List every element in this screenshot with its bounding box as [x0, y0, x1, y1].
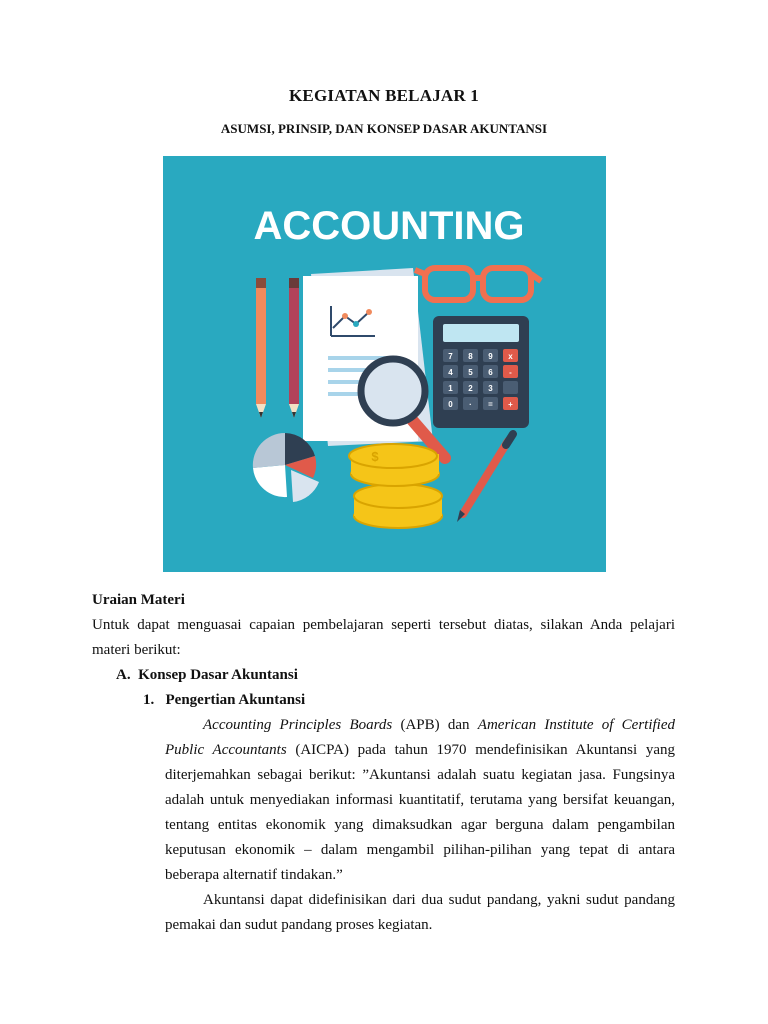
subsection-letter: A. [116, 667, 131, 683]
calculator-key-label: 6 [488, 368, 493, 377]
calculator-key-label: = [488, 400, 493, 409]
calculator-key-label: 1 [448, 384, 453, 393]
calculator-key-label: - [509, 368, 512, 377]
calculator-key-label: · [469, 400, 472, 409]
pencil-right-icon [289, 278, 299, 418]
calculator-key-label: 7 [448, 352, 453, 361]
calculator-key-label: 9 [488, 352, 493, 361]
calculator-key-label: 4 [448, 368, 453, 377]
pencil-left-icon [256, 278, 266, 418]
intro-paragraph: Untuk dapat menguasai capaian pembelajaran seperti tersebut diatas, silakan Anda pelajari materi berikut: [92, 617, 675, 658]
definition-text: (AICPA) pada tahun 1970 mendefinisikan Akuntansi yang diterjemahkan sebagai berikut: ”Akuntansi adalah suatu kegiatan jasa. Fungsinya adalah untuk menyediakan informasi kuantitatif, terutama yang bersifat keuangan, tentang entitas ekonomik yang dimaksudkan agar berguna dalam pengambilan keputusan ekonomik – dalam mengambil pilihan-pilihan yang tepat di antara beberapa alternatif tindakan.” [165, 742, 675, 883]
calculator-key-label: 2 [468, 384, 473, 393]
calculator-key [503, 381, 518, 394]
calculator-key-label: 0 [448, 400, 453, 409]
subsection-heading [116, 663, 298, 688]
accounting-banner-text: ACCOUNTING [253, 204, 525, 248]
calculator-key-label: x [508, 352, 513, 361]
definition-paragraph [165, 713, 675, 888]
subsection-title: Konsep Dasar Akuntansi [138, 667, 298, 683]
page-subtitle: ASUMSI, PRINSIP, DAN KONSEP DASAR AKUNTANSI [220, 121, 548, 136]
calculator-key-label: 3 [488, 384, 493, 393]
accounting-illustration [163, 156, 606, 572]
item-number: 1. [143, 692, 155, 708]
viewpoint-paragraph: Akuntansi dapat didefinisikan dari dua sudut pandang, yakni sudut pandang pemakai dan sudut pandang proses kegiatan. [165, 892, 675, 933]
calculator-key-label: 8 [468, 352, 473, 361]
item-title: Pengertian Akuntansi [165, 692, 306, 708]
calculator-key-label: 5 [468, 368, 473, 377]
aicpa-name: American Institute of Certified Public Accountants [165, 717, 675, 758]
apb-name: Accounting Principles Boards [203, 717, 393, 733]
page-title: KEGIATAN BELAJAR 1 [289, 86, 479, 105]
section-heading: Uraian Materi [92, 592, 185, 608]
apb-abbr: (APB) dan [392, 717, 478, 733]
item-heading [143, 688, 305, 713]
calculator-icon [433, 316, 529, 428]
coin-symbol: $ [371, 449, 379, 464]
calculator-key-label: + [508, 400, 513, 409]
